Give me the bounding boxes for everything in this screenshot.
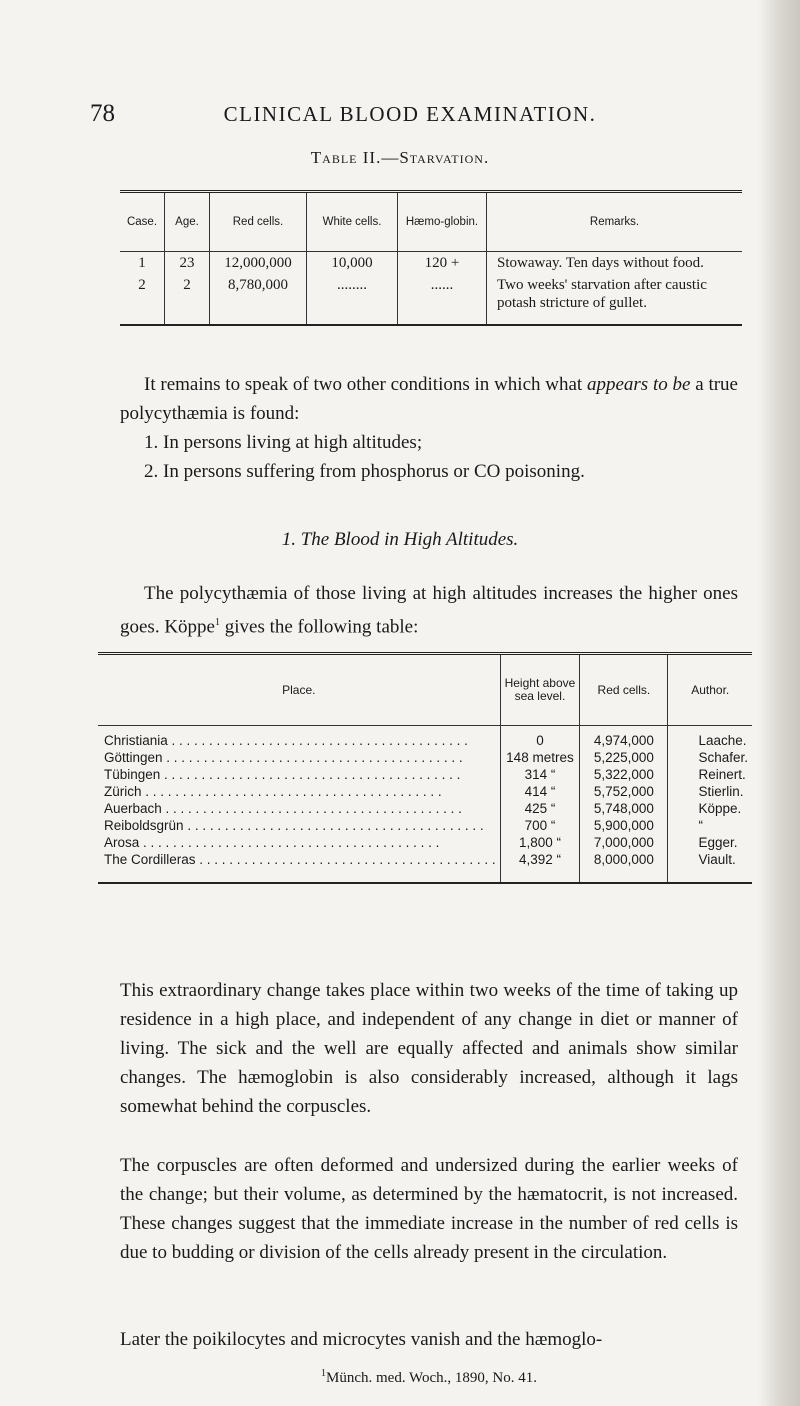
table-row — [98, 800, 752, 817]
footnote — [120, 1368, 738, 1387]
table-row — [98, 766, 752, 783]
cell-text: 425 “ — [524, 801, 556, 816]
column-header-haemoglobin: Hæmo-globin. — [398, 192, 487, 252]
column-header-case: Case. — [120, 192, 165, 252]
text-run: It remains to speak of two other conditions in which what — [144, 374, 587, 395]
column-header-place: Place. — [98, 654, 500, 726]
cell-text: 414 “ — [524, 784, 556, 799]
cell-place — [98, 834, 500, 851]
cell-red-cells — [580, 817, 668, 834]
table-row — [98, 817, 752, 834]
footnote-reference[interactable]: 1 — [214, 617, 220, 628]
cell-text: Schafer. — [698, 750, 748, 765]
cell-text: Arosa — [104, 835, 140, 850]
cell-case: 2 — [138, 277, 146, 293]
column-header-age: Age. — [165, 192, 210, 252]
column-header-remarks: Remarks. — [487, 192, 743, 252]
page-edge-shadow — [758, 0, 800, 1406]
cell-red-cells — [580, 851, 668, 883]
body-paragraph-3: Later the poikilocytes and microcytes vanish and the hæmoglo- — [120, 1329, 603, 1350]
page-header — [90, 100, 730, 132]
text-run: The polycythæmia of those living at high altitudes increases the higher ones goes. Köppe — [120, 583, 738, 638]
table-row — [98, 834, 752, 851]
cell-text: 5,752,000 — [593, 784, 654, 799]
cell-text: 1,800 “ — [518, 835, 561, 850]
cell-height — [500, 726, 580, 750]
cell-author — [668, 800, 752, 817]
cell-text: Christiania — [104, 733, 168, 748]
cell-text: Köppe. — [698, 801, 742, 816]
cell-text: 5,748,000 — [593, 801, 654, 816]
dot-leader — [184, 818, 484, 833]
body-paragraph-1: This extraordinary change takes place within two weeks of the time of taking up residence in a high place, and independent of any change in diet or manner of living. The sick and the well are equally affected and animals show similar changes. The hæmoglobin is also considerably increased, although it lags somewhat behind the corpuscles. — [120, 980, 738, 1117]
cell-red-cells: 8,780,000 — [210, 274, 307, 325]
cell-text: “ — [698, 818, 703, 833]
cell-age: 23 — [165, 252, 210, 275]
cell-age: 2 — [165, 274, 210, 325]
dot-leader — [168, 733, 468, 748]
altitude-table — [98, 652, 752, 884]
table-row — [120, 274, 742, 325]
cell-text: Auerbach — [104, 801, 162, 816]
table-row — [98, 783, 752, 800]
page-number: 78 — [90, 100, 115, 127]
cell-text: Zürich — [104, 784, 142, 799]
cell-height — [500, 783, 580, 800]
cell-height — [500, 766, 580, 783]
cell-author — [668, 851, 752, 883]
dot-leader — [163, 750, 463, 765]
dot-leader — [139, 835, 439, 850]
dot-leader — [142, 784, 442, 799]
cell-height — [500, 749, 580, 766]
list-item: 2. In persons suffering from phosphorus or CO poisoning. — [144, 461, 585, 482]
column-header-height: Height above sea level. — [500, 654, 580, 726]
dot-leader — [196, 852, 496, 867]
cell-author — [668, 726, 752, 750]
cell-text: Egger. — [698, 835, 738, 850]
cell-case: 1 — [138, 255, 146, 271]
cell-author — [668, 766, 752, 783]
text-run: gives the following table: — [219, 616, 419, 638]
cell-author — [668, 834, 752, 851]
cell-remarks: Stowaway. Ten days without food. — [487, 252, 743, 275]
dot-leader — [160, 767, 460, 782]
paragraph-text — [120, 579, 738, 641]
cell-text: 8,000,000 — [593, 852, 654, 867]
cell-text: 314 “ — [524, 767, 556, 782]
cell-text: 7,000,000 — [593, 835, 654, 850]
table-row — [98, 851, 752, 883]
column-header-red-cells: Red cells. — [210, 192, 307, 252]
cell-place — [98, 749, 500, 766]
footnote-text: Münch. med. Woch., 1890, No. 41. — [326, 1370, 537, 1386]
paragraph-text — [120, 370, 738, 428]
cell-text: Stierlin. — [698, 784, 744, 799]
cell-text: 148 metres — [506, 750, 574, 765]
intro-paragraph — [120, 370, 738, 486]
column-header-white-cells: White cells. — [307, 192, 398, 252]
cell-haemoglobin: 120 + — [398, 252, 487, 275]
cell-red-cells — [580, 834, 668, 851]
cell-red-cells — [580, 766, 668, 783]
footnote-mark: 1 — [321, 1368, 326, 1379]
table-row — [98, 749, 752, 766]
cell-haemoglobin: ...... — [398, 274, 487, 325]
section-heading: 1. The Blood in High Altitudes. — [281, 529, 519, 550]
altitude-paragraph — [120, 579, 738, 641]
cell-white-cells: ........ — [307, 274, 398, 325]
cell-place — [98, 800, 500, 817]
table-row — [120, 252, 742, 275]
cell-text: Reinert. — [698, 767, 746, 782]
body-paragraph-2: The corpuscles are often deformed and undersized during the earlier weeks of the change; but their volume, as determined by the hæmatocrit, is not increased. These changes suggest that the immediate increase in the number of red cells is due to budding or division of the cells already present in the circulation. — [120, 1155, 738, 1263]
table-title: Table II.—Starvation. — [310, 148, 490, 167]
cell-white-cells: 10,000 — [307, 252, 398, 275]
cell-author — [668, 749, 752, 766]
cell-text: Reiboldsgrün — [104, 818, 184, 833]
column-header-author: Author. — [668, 654, 752, 726]
cell-height — [500, 851, 580, 883]
emphasis-text: appears to be — [586, 374, 691, 395]
cell-text: 5,322,000 — [593, 767, 654, 782]
cell-place — [98, 726, 500, 750]
cell-place — [98, 783, 500, 800]
cell-text: Laache. — [698, 733, 747, 748]
cell-height — [500, 817, 580, 834]
table-row — [98, 726, 752, 750]
cell-text: 700 “ — [524, 818, 556, 833]
cell-author — [668, 783, 752, 800]
cell-red-cells: 12,000,000 — [210, 252, 307, 275]
cell-text: 4,392 “ — [518, 852, 561, 867]
cell-place — [98, 817, 500, 834]
text-run: a true polycythæmia is found: — [120, 374, 738, 424]
list-item: 1. In persons living at high altitudes; — [144, 432, 423, 453]
cell-red-cells — [580, 726, 668, 750]
cell-text: 5,900,000 — [593, 818, 654, 833]
dot-leader — [162, 801, 462, 816]
cell-text: Göttingen — [104, 750, 163, 765]
cell-red-cells — [580, 783, 668, 800]
cell-height — [500, 800, 580, 817]
table-header-row — [120, 192, 742, 252]
cell-text: 5,225,000 — [593, 750, 654, 765]
cell-place — [98, 766, 500, 783]
cell-place — [98, 851, 500, 883]
cell-text: 0 — [536, 733, 544, 748]
column-header-red-cells: Red cells. — [580, 654, 668, 726]
cell-red-cells — [580, 749, 668, 766]
table-header-row — [98, 654, 752, 726]
cell-red-cells — [580, 800, 668, 817]
cell-text: Tübingen — [104, 767, 161, 782]
cell-remarks: Two weeks' starvation after caustic potash stricture of gullet. — [487, 274, 743, 325]
cell-text: The Cordilleras — [104, 852, 196, 867]
cell-height — [500, 834, 580, 851]
running-title: CLINICAL BLOOD EXAMINATION. — [223, 102, 597, 126]
cell-text: 4,974,000 — [593, 733, 654, 748]
cell-text: Viault. — [698, 852, 736, 867]
cell-author — [668, 817, 752, 834]
starvation-table — [120, 190, 742, 326]
